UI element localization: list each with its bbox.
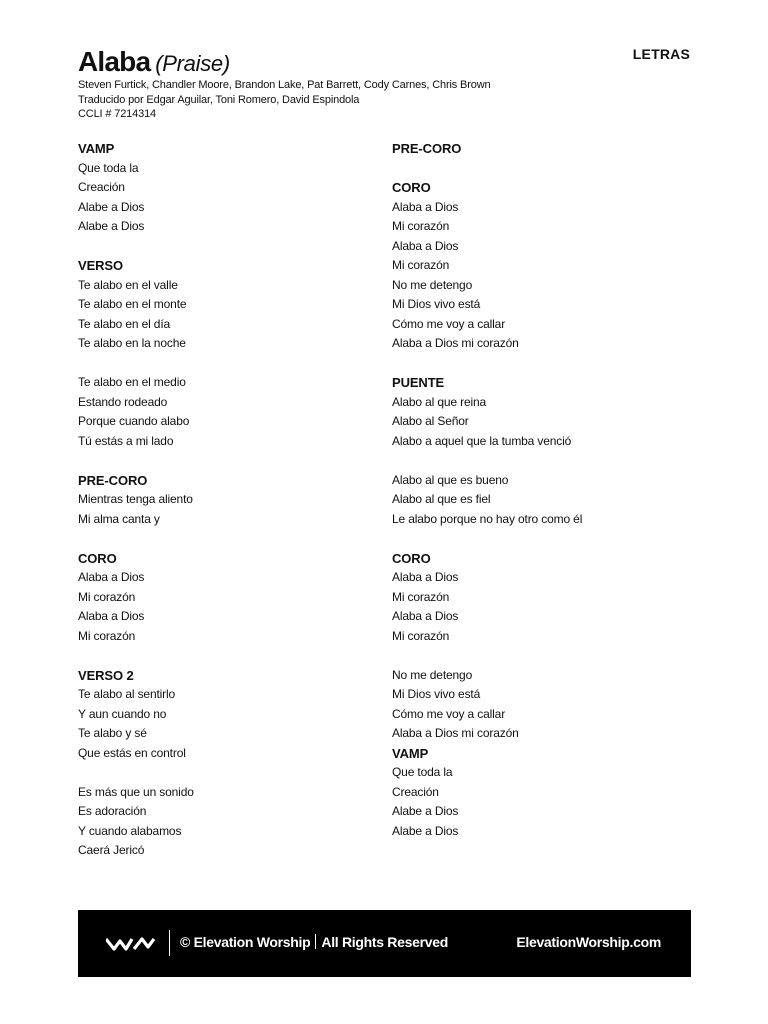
lyric-line: Alabo al que reina bbox=[392, 394, 487, 409]
copyright-separator bbox=[315, 934, 316, 949]
lyric-line: Alaba a Dios mi corazón bbox=[392, 726, 519, 740]
lyric-line: Mi alma canta y bbox=[78, 511, 160, 526]
translators-line: Traducido por Edgar Aguilar, Toni Romero, David Espindola bbox=[78, 93, 360, 106]
lyric-line: Mi corazón bbox=[392, 589, 450, 604]
section-heading: PUENTE bbox=[392, 375, 445, 390]
section-heading: CORO bbox=[78, 550, 117, 566]
song-header bbox=[78, 46, 490, 122]
song-title: Alaba bbox=[78, 46, 151, 77]
lyric-line: Mi corazón bbox=[392, 258, 450, 272]
lyric-line: Y cuando alabamos bbox=[78, 823, 182, 838]
lyric-line: Alaba a Dios bbox=[78, 609, 145, 623]
lyrics-column-left bbox=[78, 139, 378, 880]
footer-bar bbox=[78, 910, 691, 977]
lyrics-section bbox=[78, 139, 378, 237]
lyric-line: Estando rodeado bbox=[78, 394, 168, 409]
lyrics-column-right bbox=[392, 139, 692, 861]
lyrics-section bbox=[78, 666, 378, 764]
lyric-line: Te alabo al sentirlo bbox=[78, 687, 176, 701]
lyric-line: Te alabo en el día bbox=[78, 316, 171, 331]
lyric-line: Cómo me voy a callar bbox=[392, 316, 506, 331]
lyric-line: No me detengo bbox=[392, 277, 473, 292]
section-heading: PRE-CORO bbox=[392, 141, 462, 156]
lyric-line: Y aun cuando no bbox=[78, 706, 167, 721]
lyric-line: Alabo a aquel que la tumba venció bbox=[392, 433, 572, 448]
lyric-line: Alabo al que es bueno bbox=[392, 472, 509, 487]
lyric-line: Te alabo en el medio bbox=[78, 375, 186, 389]
lyric-line: Mi corazón bbox=[78, 628, 136, 643]
ccli-line: CCLI # 7214314 bbox=[78, 108, 157, 120]
lyric-line: Creación bbox=[392, 784, 439, 799]
lyrics-section bbox=[392, 471, 692, 530]
lyric-line: Cómo me voy a callar bbox=[392, 706, 506, 721]
lyric-line: Mi corazón bbox=[392, 628, 450, 643]
lyrics-section bbox=[78, 256, 378, 354]
lyric-line: Que toda la bbox=[392, 765, 453, 779]
section-heading: CORO bbox=[392, 550, 431, 566]
section-heading: VAMP bbox=[78, 141, 115, 156]
lyric-line: No me detengo bbox=[392, 667, 473, 682]
title-line bbox=[78, 46, 490, 78]
lyric-line: Que estás en control bbox=[78, 745, 186, 760]
lyrics-section bbox=[392, 666, 692, 744]
lyric-line: Alaba a Dios bbox=[392, 609, 459, 623]
footer-divider bbox=[169, 930, 170, 956]
lyric-line: Te alabo y sé bbox=[78, 726, 147, 740]
lyrics-tag: LETRAS bbox=[632, 46, 690, 62]
lyric-line: Alaba a Dios bbox=[392, 199, 459, 214]
lyric-line: Es más que un sonido bbox=[78, 784, 194, 799]
lyrics-section bbox=[392, 139, 692, 159]
lyrics-section bbox=[392, 373, 692, 451]
section-heading: VAMP bbox=[392, 745, 429, 761]
lyrics-section bbox=[78, 549, 378, 647]
lyrics-section bbox=[78, 471, 378, 530]
rights-text: All Rights Reserved bbox=[321, 934, 448, 950]
lyric-line: Alabe a Dios bbox=[78, 199, 145, 214]
authors-line: Steven Furtick, Chandler Moore, Brandon Lake, Pat Barrett, Cody Carnes, Chris Brown bbox=[78, 79, 491, 91]
lyric-line: Alabo al Señor bbox=[392, 414, 469, 428]
website-link[interactable]: ElevationWorship.com bbox=[516, 934, 661, 950]
lyric-line: Mi Dios vivo está bbox=[392, 297, 481, 311]
lyric-line: Alabo al que es fiel bbox=[392, 492, 491, 506]
copyright-text: © Elevation Worship bbox=[180, 934, 311, 950]
section-heading: CORO bbox=[392, 180, 431, 195]
lyric-line: Mi corazón bbox=[392, 219, 450, 233]
lyric-line: Te alabo en el monte bbox=[78, 297, 187, 311]
lyrics-section bbox=[392, 549, 692, 647]
lyric-line: Te alabo en el valle bbox=[78, 277, 178, 292]
lyric-line: Creación bbox=[78, 180, 125, 194]
lyric-line: Alabe a Dios bbox=[392, 804, 459, 818]
elevation-worship-logo-icon bbox=[106, 935, 156, 953]
lyric-line: Mi Dios vivo está bbox=[392, 687, 481, 701]
lyrics-section bbox=[392, 178, 692, 354]
lyric-line: Alabe a Dios bbox=[392, 823, 459, 838]
lyric-line: Caerá Jericó bbox=[78, 843, 145, 857]
lyric-line: Mientras tenga aliento bbox=[78, 492, 193, 506]
lyric-line: Porque cuando alabo bbox=[78, 414, 190, 428]
lyric-line: Alabe a Dios bbox=[78, 219, 145, 233]
lyric-line: Te alabo en la noche bbox=[78, 336, 186, 350]
lyric-line: Alaba a Dios mi corazón bbox=[392, 336, 519, 350]
section-heading: VERSO bbox=[78, 258, 124, 273]
footer-copyright bbox=[180, 934, 448, 950]
section-heading: PRE-CORO bbox=[78, 472, 148, 488]
lyric-line: Tú estás a mi lado bbox=[78, 433, 174, 448]
lyric-line: Le alabo porque no hay otro como él bbox=[392, 511, 583, 526]
lyric-line: Que toda la bbox=[78, 160, 139, 175]
lyric-line: Alaba a Dios bbox=[392, 570, 459, 584]
lyric-line: Mi corazón bbox=[78, 589, 136, 604]
lyric-line: Es adoración bbox=[78, 804, 147, 818]
song-subtitle: (Praise) bbox=[155, 51, 230, 76]
section-heading: VERSO 2 bbox=[78, 667, 134, 683]
lyric-line: Alaba a Dios bbox=[78, 570, 145, 584]
lyrics-section bbox=[392, 744, 692, 842]
lyrics-section bbox=[78, 373, 378, 451]
lyric-line: Alaba a Dios bbox=[392, 238, 459, 253]
lyrics-section bbox=[78, 783, 378, 861]
